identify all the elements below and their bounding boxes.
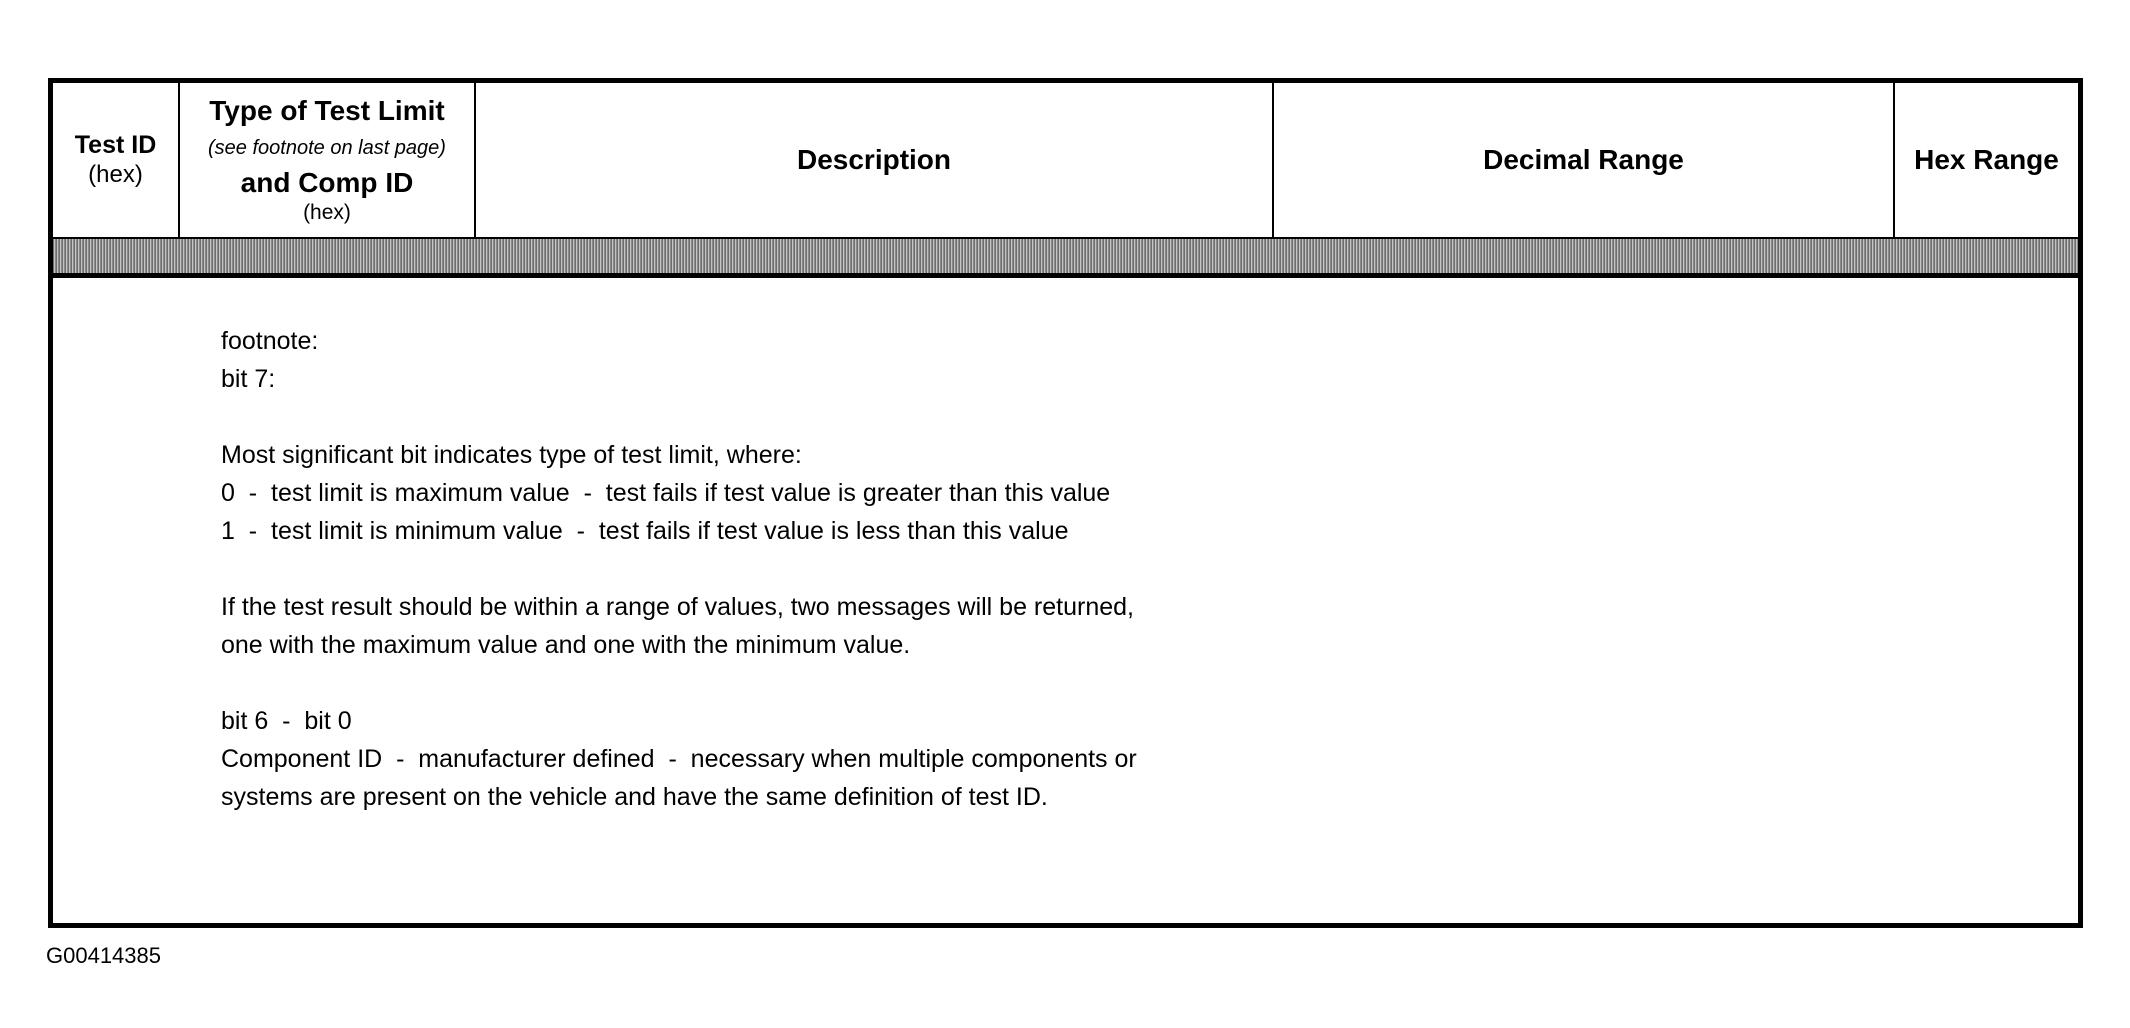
footnote-line: 0 - test limit is maximum value - test fails if test value is greater than this value [221, 479, 1111, 507]
footnote-line [221, 550, 1137, 588]
footnote-line [221, 664, 1137, 702]
header-test-id [53, 83, 180, 237]
header-test-id-title: Test ID [74, 131, 157, 159]
header-type-sub: (hex) [303, 201, 351, 224]
header-hex-range-title: Hex Range [1914, 144, 2059, 175]
footnote-line [221, 398, 1137, 436]
footnote-block [221, 322, 1137, 816]
footnote-line: If the test result should be within a range of values, two messages will be returned, [221, 593, 1134, 621]
header-decimal-range-title: Decimal Range [1483, 144, 1684, 175]
footnote-line: bit 6 - bit 0 [221, 707, 352, 735]
header-description [476, 83, 1274, 237]
header-description-title: Description [796, 144, 952, 175]
header-test-id-sub: (hex) [88, 161, 143, 188]
footnote-line: Component ID - manufacturer defined - necessary when multiple components or [221, 745, 1137, 773]
header-type-of-test-limit [180, 83, 476, 237]
footnote-line: one with the maximum value and one with the minimum value. [221, 631, 911, 659]
footnote-line: bit 7: [221, 365, 276, 393]
footnote-line: 1 - test limit is minimum value - test fails if test value is less than this value [221, 517, 1069, 545]
header-type-title2: and Comp ID [240, 167, 414, 198]
footnote-line: systems are present on the vehicle and have the same definition of test ID. [221, 783, 1048, 811]
footnote-line: footnote: [221, 327, 319, 355]
footnote-line: Most significant bit indicates type of test limit, where: [221, 441, 802, 469]
header-type-note: (see footnote on last page) [208, 137, 446, 159]
header-type-title: Type of Test Limit [209, 95, 445, 126]
figure-id: G00414385 [46, 943, 161, 968]
header-decimal-range [1274, 83, 1895, 237]
table-header-row [53, 83, 2078, 239]
header-hex-range [1895, 83, 2078, 237]
hatched-separator [53, 239, 2078, 278]
